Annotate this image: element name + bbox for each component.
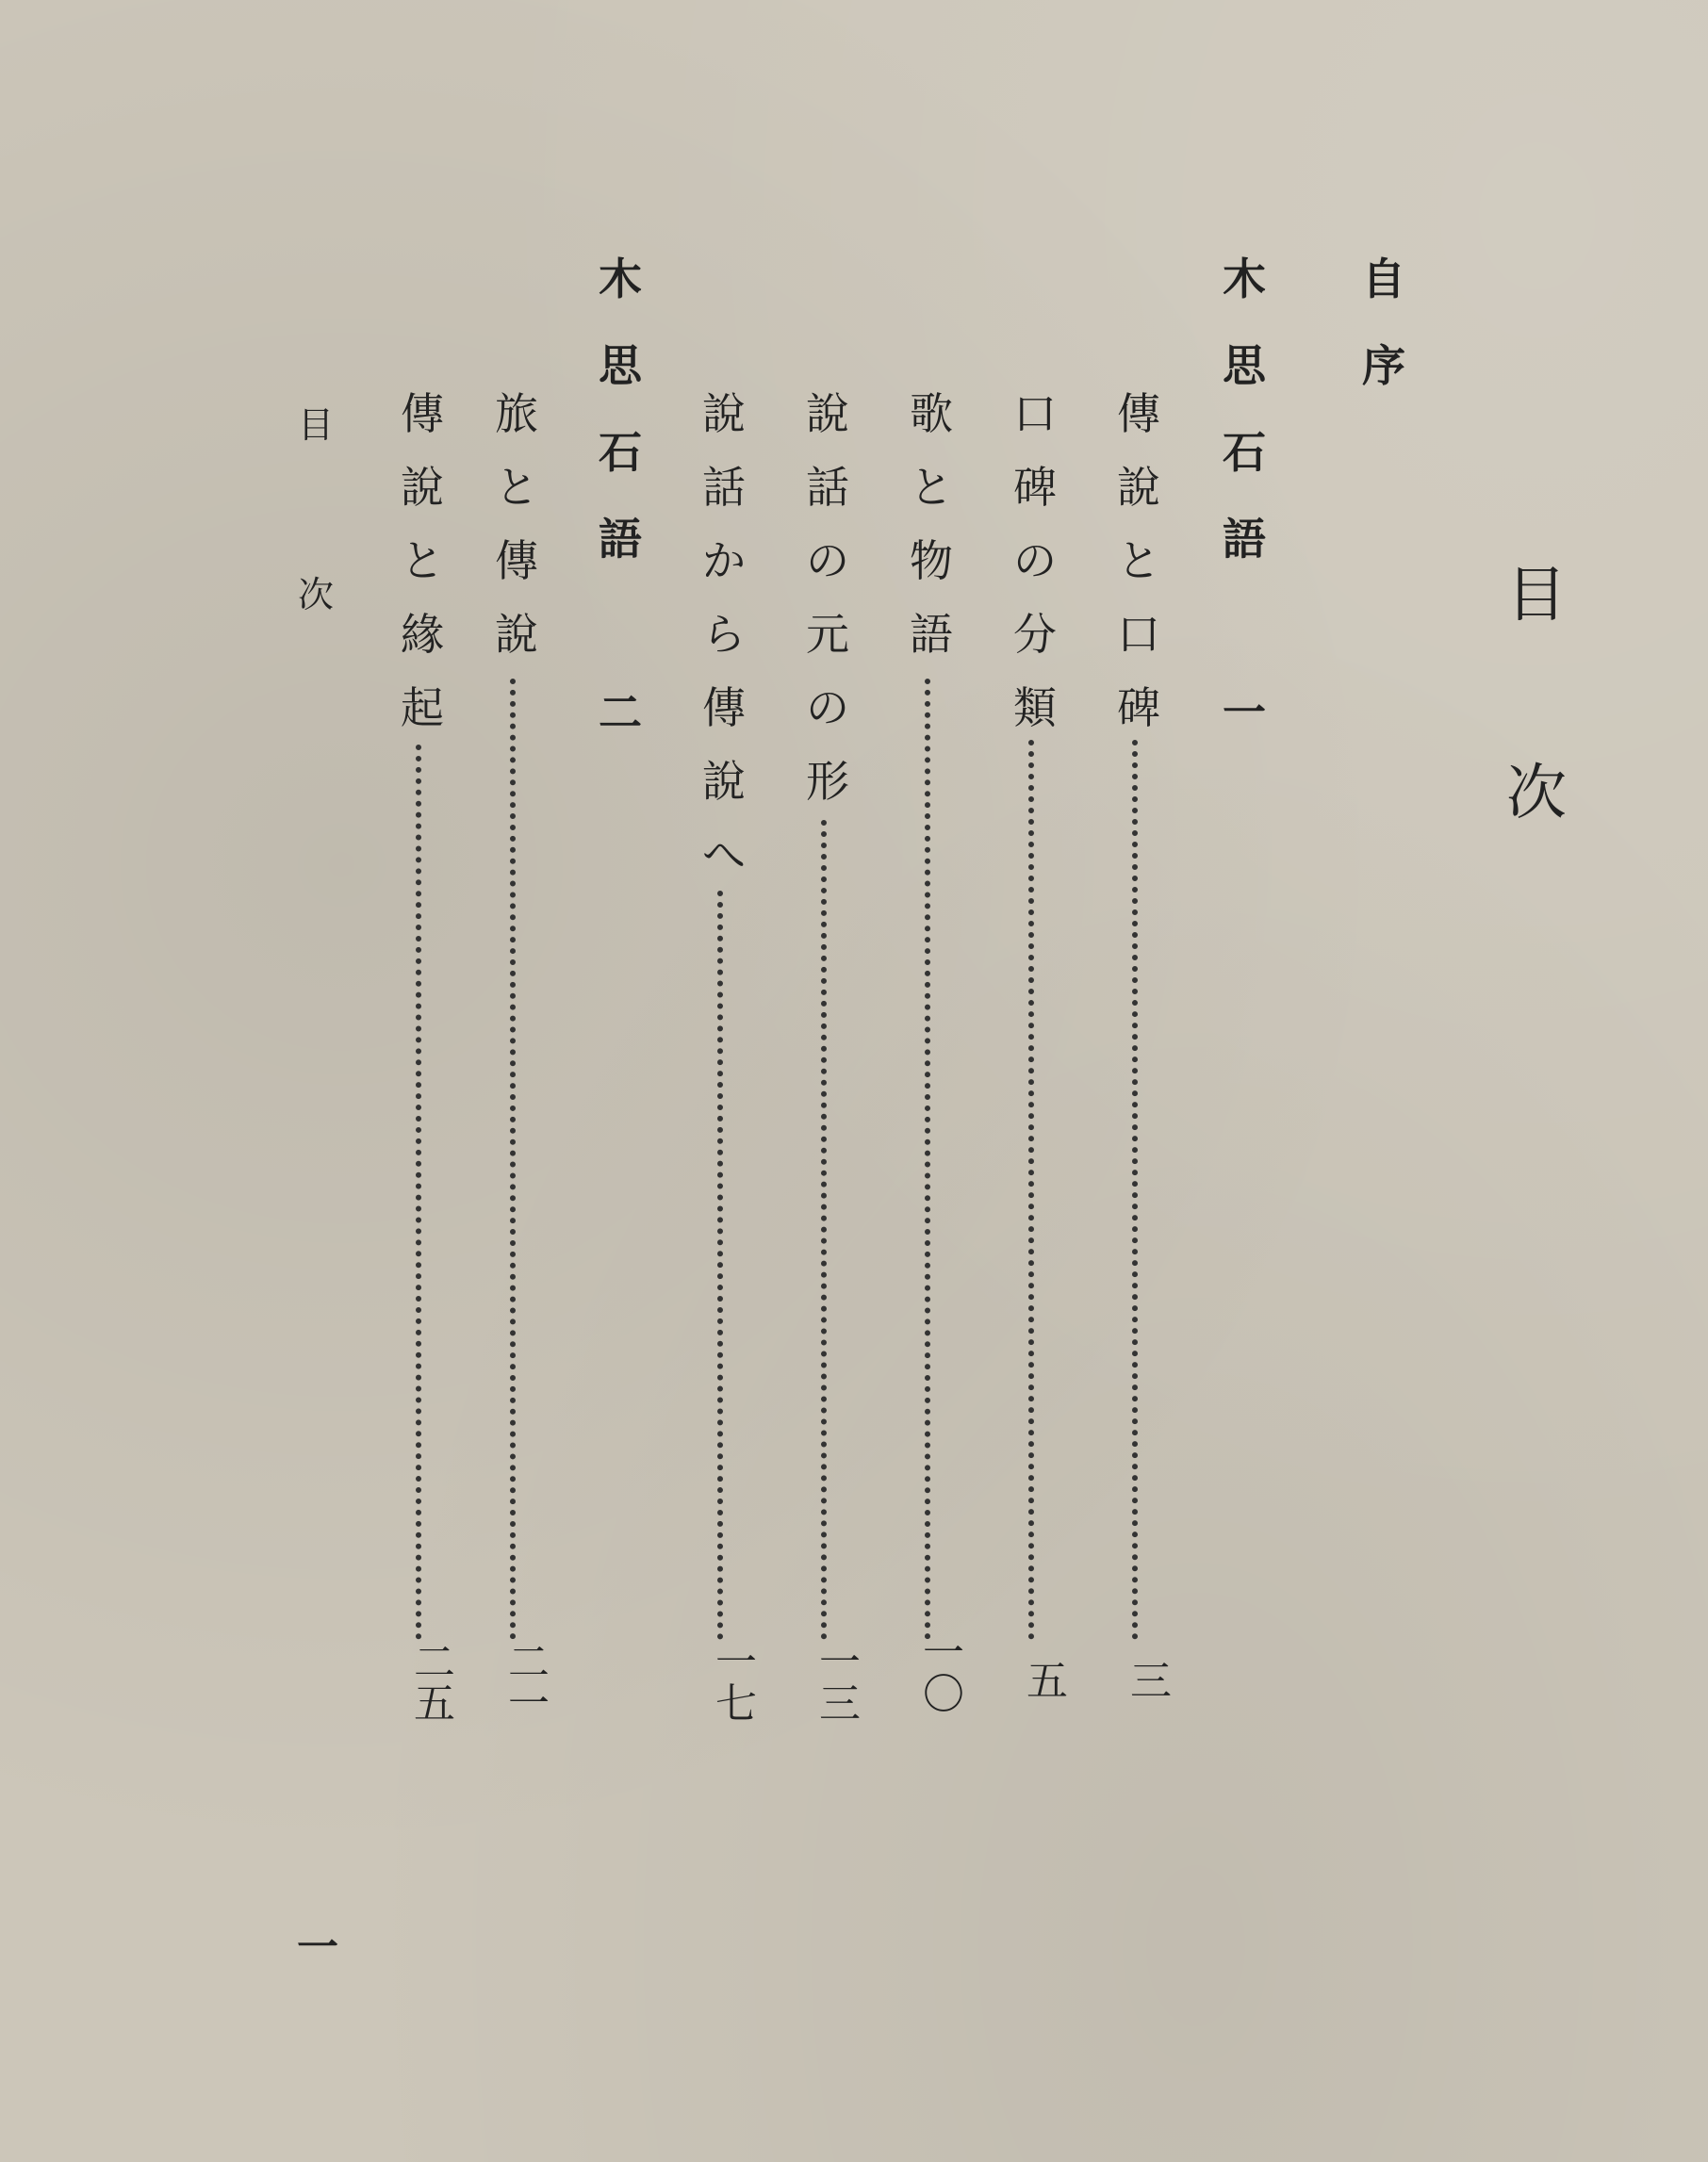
entry-char: 傳 <box>401 388 444 439</box>
section-heading-char: 思 <box>599 340 642 391</box>
leader-dots <box>717 891 723 1640</box>
entry-char: ら <box>702 609 746 660</box>
entry-char: 話 <box>806 462 849 513</box>
section-heading-char <box>1223 582 1266 669</box>
entry-char: 說 <box>401 462 444 513</box>
entry-char: と <box>1117 535 1160 586</box>
entry-char: と <box>495 462 538 513</box>
entry-char: と <box>401 535 444 586</box>
running-head <box>297 396 335 735</box>
toc-entry-7[interactable] <box>394 377 451 745</box>
toc-entry-2[interactable] <box>1007 377 1063 745</box>
entry-char: 語 <box>910 609 953 660</box>
page-number: 二一 <box>501 1640 549 1723</box>
entry-char: か <box>702 535 746 586</box>
entry-char: の <box>806 535 849 586</box>
entry-char: 口 <box>1117 609 1160 660</box>
toc-entry-5[interactable] <box>696 377 752 892</box>
running-head-char: 目 <box>297 404 334 446</box>
section-heading-char: 木 <box>1223 254 1266 304</box>
section-heading-2 <box>592 236 649 756</box>
preface-label <box>1362 236 1405 409</box>
page-number: 一三 <box>812 1640 860 1723</box>
entry-char: の <box>806 682 849 733</box>
section-heading-char: 思 <box>1223 340 1266 391</box>
entry-char: 緣 <box>401 609 444 660</box>
leader-dots <box>925 679 930 1640</box>
entry-char: 類 <box>1013 682 1057 733</box>
entry-char: 說 <box>1117 462 1160 513</box>
toc-entry-4[interactable] <box>799 377 856 818</box>
entry-char: 傳 <box>702 682 746 733</box>
section-heading-char <box>599 582 642 669</box>
entry-char: 元 <box>806 609 849 660</box>
section-heading-char: 木 <box>599 254 642 304</box>
entry-char: 說 <box>495 609 538 660</box>
page-number: 二五 <box>406 1640 454 1723</box>
page-number: 三 <box>1123 1659 1171 1700</box>
entry-char: 旅 <box>495 388 538 439</box>
section-heading-1 <box>1216 236 1273 756</box>
leader-dots <box>510 679 516 1640</box>
entry-char: 碑 <box>1117 682 1160 733</box>
entry-char: と <box>910 462 953 513</box>
entry-char: 碑 <box>1013 462 1057 513</box>
entry-char: 歌 <box>910 388 953 439</box>
toc-entry-6[interactable] <box>488 377 545 671</box>
page-title-char-2: 次 <box>1506 759 1567 828</box>
running-head-char: 次 <box>297 574 334 615</box>
preface-entry[interactable] <box>1355 236 1412 409</box>
section-heading-char: 一 <box>1223 687 1266 738</box>
preface-char: 自 <box>1362 254 1405 304</box>
entry-char: 傳 <box>1117 388 1160 439</box>
preface-char: 序 <box>1362 340 1405 391</box>
entry-char: 話 <box>702 462 746 513</box>
entry-char: 口 <box>1013 388 1057 439</box>
toc-entry-1[interactable] <box>1110 377 1167 745</box>
entry-char: へ <box>702 829 746 880</box>
entry-char: 說 <box>702 756 746 807</box>
entry-char: 說 <box>806 388 849 439</box>
section-heading-char: 石 <box>1223 427 1266 478</box>
folio: 一 <box>297 1924 338 1972</box>
entry-char: 起 <box>401 682 444 733</box>
page-number: 一七 <box>708 1640 756 1723</box>
page-number: 一〇 <box>915 1630 963 1713</box>
leader-dots <box>1028 740 1034 1640</box>
entry-char: 形 <box>806 756 849 807</box>
leader-dots <box>416 745 421 1640</box>
page-title-char-1: 目 <box>1506 561 1567 631</box>
leader-dots <box>1132 740 1138 1640</box>
entry-char: 說 <box>702 388 746 439</box>
entry-char: 分 <box>1013 609 1057 660</box>
leader-dots <box>821 820 827 1640</box>
section-heading-char: 石 <box>599 427 642 478</box>
entry-char: 物 <box>910 535 953 586</box>
entry-char: 傳 <box>495 535 538 586</box>
section-heading-char: 二 <box>599 687 642 738</box>
section-heading-char: 語 <box>1223 514 1266 565</box>
entry-char: の <box>1013 535 1057 586</box>
section-heading-char: 語 <box>599 514 642 565</box>
page-number: 五 <box>1019 1659 1067 1700</box>
page-title <box>1499 561 1574 961</box>
toc-entry-3[interactable] <box>903 377 960 671</box>
